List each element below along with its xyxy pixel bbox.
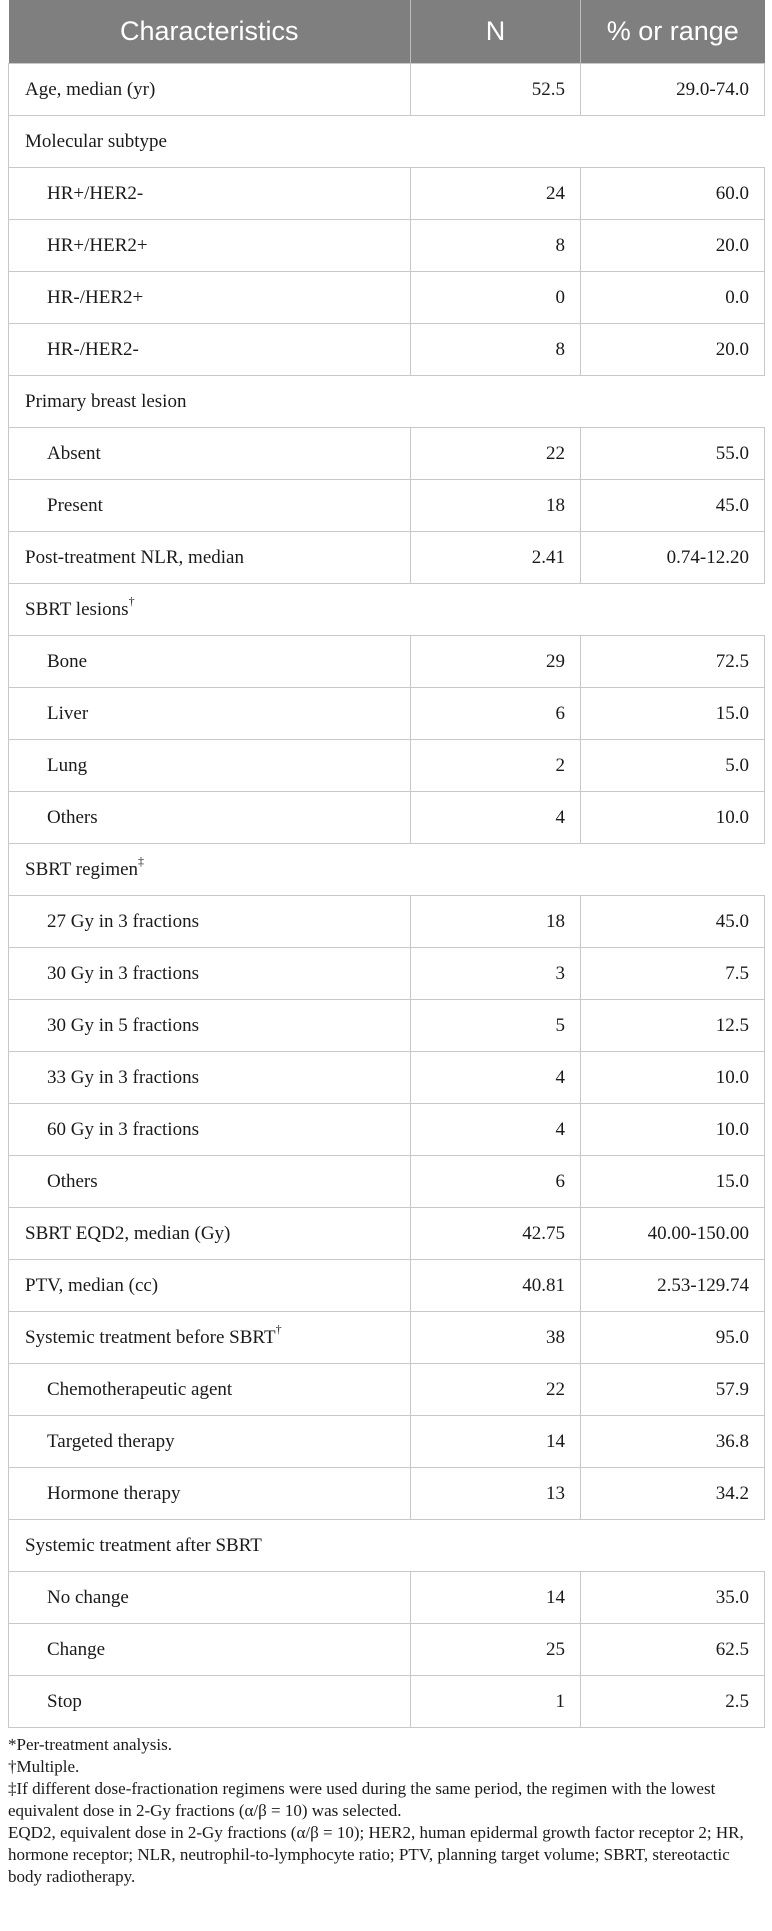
row-percent-value: 15.0 [581,688,765,740]
row-n-value: 25 [411,1624,581,1676]
row-label [9,1572,411,1624]
row-label [9,1208,411,1260]
row-label [9,740,411,792]
row-n-value: 8 [411,324,581,376]
row-label-text: SBRT regimen [25,858,139,880]
row-label [9,1000,411,1052]
row-percent-value: 0.74-12.20 [581,532,765,584]
row-n-value [411,584,581,636]
row-percent-value: 10.0 [581,1104,765,1156]
row-label [9,792,411,844]
row-percent-value: 45.0 [581,480,765,532]
row-n-value: 1 [411,1676,581,1728]
row-label [9,428,411,480]
table-group-row [9,376,765,428]
row-n-value: 8 [411,220,581,272]
table-row [9,1416,765,1468]
row-n-value [411,844,581,896]
footnote-multiple: †Multiple. [8,1757,80,1776]
row-percent-value: 72.5 [581,636,765,688]
row-label [9,948,411,1000]
row-percent-value: 29.0-74.0 [581,64,765,116]
table-row [9,792,765,844]
table-row [9,1104,765,1156]
row-label-text: Absent [47,442,101,464]
row-label [9,844,411,896]
row-label-text: SBRT EQD2, median (Gy) [25,1222,231,1244]
table-container [8,0,764,1888]
row-label [9,64,411,116]
table-row [9,1000,765,1052]
row-label-text: Primary breast lesion [25,390,187,412]
footnote-abbreviations: EQD2, equivalent dose in 2-Gy fractions (α/β = 10); HER2, human epidermal growth factor receptor 2; HR, hormone receptor; NLR, neutrophil-to-lymphocyte ratio; PTV, planning target volume; SBRT, stereotactic body radiotherapy. [8,1823,744,1886]
table-group-row [9,116,765,168]
row-percent-value: 0.0 [581,272,765,324]
row-label-text: Present [47,494,103,516]
row-percent-value: 10.0 [581,1052,765,1104]
row-label-text: Age, median (yr) [25,78,156,100]
row-n-value [411,376,581,428]
footnote-per-treatment: *Per-treatment analysis. [8,1735,172,1754]
row-n-value: 29 [411,636,581,688]
footnote-marker: † [275,1322,282,1337]
row-n-value: 22 [411,428,581,480]
row-n-value: 2 [411,740,581,792]
table-row [9,896,765,948]
row-percent-value: 10.0 [581,792,765,844]
row-label-text: Others [47,806,98,828]
table-row [9,480,765,532]
row-percent-value: 36.8 [581,1416,765,1468]
row-n-value: 18 [411,896,581,948]
row-label-text: Bone [47,650,88,672]
row-label-text: Lung [47,754,88,776]
row-label [9,1468,411,1520]
table-row [9,532,765,584]
table-row [9,168,765,220]
row-label [9,584,411,636]
row-label-text: SBRT lesions [25,598,129,620]
row-label-text: Change [47,1638,106,1660]
row-label [9,1364,411,1416]
row-label [9,532,411,584]
row-percent-value: 34.2 [581,1468,765,1520]
row-n-value: 52.5 [411,64,581,116]
row-n-value: 0 [411,272,581,324]
header-n: N [411,0,581,64]
footnote-regimen: ‡If different dose-fractionation regimens were used during the same period, the regimen with the lowest equivalent dose in 2-Gy fractions (α/β = 10) was selected. [8,1779,716,1820]
table-row [9,1156,765,1208]
row-percent-value [581,844,765,896]
row-label [9,220,411,272]
table-row [9,948,765,1000]
row-label-text: Systemic treatment after SBRT [25,1534,262,1556]
row-label [9,896,411,948]
row-label [9,1520,411,1572]
header-percent-range: % or range [581,0,765,64]
table-row [9,1676,765,1728]
row-percent-value: 7.5 [581,948,765,1000]
table-row [9,1624,765,1676]
header-characteristics: Characteristics [9,0,411,64]
row-label [9,1624,411,1676]
row-n-value: 5 [411,1000,581,1052]
row-label-text: Stop [47,1690,82,1712]
row-n-value: 2.41 [411,532,581,584]
row-percent-value: 20.0 [581,220,765,272]
row-label [9,324,411,376]
footnote-marker: † [128,594,135,609]
row-n-value: 14 [411,1572,581,1624]
table-footnotes [8,1728,764,1888]
row-label [9,272,411,324]
table-row [9,324,765,376]
row-label-text: Liver [47,702,89,724]
row-label-text: Chemotherapeutic agent [47,1378,233,1400]
row-percent-value [581,376,765,428]
row-label-text: Hormone therapy [47,1482,181,1504]
row-label-text: No change [47,1586,129,1608]
row-n-value: 38 [411,1312,581,1364]
row-label-text: Systemic treatment before SBRT [25,1326,276,1348]
row-percent-value: 35.0 [581,1572,765,1624]
table-header-row [9,0,765,64]
row-label-text: HR+/HER2+ [47,234,148,256]
row-percent-value: 45.0 [581,896,765,948]
row-label [9,376,411,428]
row-percent-value: 20.0 [581,324,765,376]
row-label-text: Targeted therapy [47,1430,175,1452]
row-label-text: Post-treatment NLR, median [25,546,244,568]
row-n-value: 6 [411,688,581,740]
row-n-value: 42.75 [411,1208,581,1260]
row-percent-value: 12.5 [581,1000,765,1052]
row-n-value: 13 [411,1468,581,1520]
row-n-value: 3 [411,948,581,1000]
row-label-text: Molecular subtype [25,130,167,152]
row-label-text: 30 Gy in 3 fractions [47,962,199,984]
table-row [9,740,765,792]
row-label-text: Others [47,1170,98,1192]
row-label-text: 30 Gy in 5 fractions [47,1014,199,1036]
table-row [9,1364,765,1416]
row-percent-value: 95.0 [581,1312,765,1364]
row-label [9,1260,411,1312]
row-label [9,636,411,688]
row-label [9,480,411,532]
table-row [9,636,765,688]
table-row [9,688,765,740]
row-label [9,1676,411,1728]
row-n-value [411,1520,581,1572]
row-percent-value: 5.0 [581,740,765,792]
row-label-text: HR+/HER2- [47,182,144,204]
table-row [9,1260,765,1312]
row-label [9,116,411,168]
row-n-value: 18 [411,480,581,532]
table-row [9,1572,765,1624]
row-percent-value: 62.5 [581,1624,765,1676]
table-row [9,1468,765,1520]
row-percent-value [581,584,765,636]
row-percent-value: 2.53-129.74 [581,1260,765,1312]
row-label-text: 60 Gy in 3 fractions [47,1118,199,1140]
table-body [9,64,765,1728]
table-row [9,64,765,116]
row-n-value: 40.81 [411,1260,581,1312]
row-n-value: 6 [411,1156,581,1208]
row-n-value: 24 [411,168,581,220]
table-group-row [9,844,765,896]
row-percent-value [581,1520,765,1572]
table-group-row [9,584,765,636]
table-row [9,428,765,480]
table-row [9,1208,765,1260]
row-label [9,688,411,740]
row-percent-value: 57.9 [581,1364,765,1416]
row-label-text: 33 Gy in 3 fractions [47,1066,199,1088]
row-percent-value: 60.0 [581,168,765,220]
row-percent-value: 2.5 [581,1676,765,1728]
row-n-value: 22 [411,1364,581,1416]
table-row [9,272,765,324]
table-row [9,220,765,272]
row-n-value [411,116,581,168]
row-n-value: 14 [411,1416,581,1468]
row-n-value: 4 [411,792,581,844]
row-label [9,1104,411,1156]
row-percent-value: 15.0 [581,1156,765,1208]
row-label [9,168,411,220]
row-percent-value: 40.00-150.00 [581,1208,765,1260]
characteristics-table [8,0,765,1728]
row-label [9,1312,411,1364]
row-percent-value: 55.0 [581,428,765,480]
row-n-value: 4 [411,1052,581,1104]
table-row [9,1052,765,1104]
row-label-text: HR-/HER2+ [47,286,144,308]
row-label-text: HR-/HER2- [47,338,139,360]
row-label [9,1156,411,1208]
row-percent-value [581,116,765,168]
table-row [9,1312,765,1364]
row-label [9,1052,411,1104]
table-group-row [9,1520,765,1572]
row-label-text: PTV, median (cc) [25,1274,159,1296]
footnote-marker: ‡ [138,854,145,869]
row-label [9,1416,411,1468]
row-n-value: 4 [411,1104,581,1156]
row-label-text: 27 Gy in 3 fractions [47,910,199,932]
